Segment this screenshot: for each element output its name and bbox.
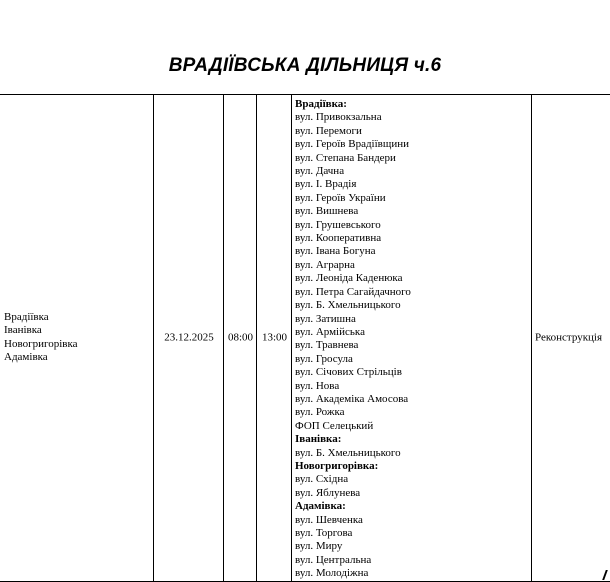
end-time-cell [256,95,292,581]
street-item: вул. Дачна [295,165,345,178]
streets-cell [291,95,532,581]
street-item: вул. Гросула [295,352,353,365]
street-item: вул. Молодіжна [295,567,369,580]
place-item: Врадіївка [4,311,49,324]
page-title: ВРАДІЇВСЬКА ДІЛЬНИЦЯ ч.6 [168,55,442,76]
street-item: вул. Шевченка [295,513,363,526]
start-time-value: 08:00 [227,331,254,344]
street-item: вул. Затишна [295,312,356,325]
street-item: вул. Івана Богуна [295,245,376,258]
street-item: вул. Армійська [295,325,365,338]
street-item: вул. Б. Хмельницького [295,299,401,312]
street-item: вул. Миру [295,540,343,553]
street-item: вул. Східна [295,473,349,486]
street-item: вул. Рожка [295,406,345,419]
place-item: Адамівка [4,351,48,364]
village-heading: Новогригорівка: [295,459,379,472]
street-item: вул. Б. Хмельницького [295,446,401,459]
street-item: вул. Січових Стрільців [295,366,402,379]
street-item: вул. Травнева [295,339,359,352]
street-item: вул. Героїв Врадіївщини [295,138,409,151]
village-heading: Іванівка: [295,433,342,446]
place-item: Іванівка [4,324,42,337]
street-item: вул. Яблунева [295,486,361,499]
street-item: вул. Академіка Амосова [295,392,409,405]
date-cell [153,95,224,581]
village-heading: Врадіївка: [295,98,347,110]
places-list [0,311,153,365]
reason-cell [531,95,610,581]
end-time-value: 13:00 [261,331,288,344]
street-item: вул. Грушевського [295,218,381,231]
street-item: вул. Привокзальна [295,111,382,124]
street-item: вул. Вишнева [295,205,359,218]
street-item: вул. Степана Бандери [295,151,396,164]
date-value: 23.12.2025 [164,331,214,344]
street-item: вул. Нова [295,379,340,392]
street-item: вул. Кооперативна [295,232,382,245]
street-item: вул. Торгова [295,527,353,539]
street-item: вул. Петра Сагайдачного [295,285,411,298]
place-item: Новогригорівка [4,338,78,350]
places-cell [0,95,153,581]
start-time-cell [223,95,257,581]
reason-value: Реконструкція [535,331,603,344]
street-item: ФОП Селецький [295,419,374,432]
street-item: вул. Героїв України [295,191,386,204]
street-item: вул. Аграрна [295,258,355,271]
village-heading: Адамівка: [295,500,346,513]
outage-table [0,94,610,582]
street-item: вул. Перемоги [295,124,362,137]
streets-list [295,98,411,581]
street-item: вул. Центральна [295,553,372,566]
street-item: вул. Леоніда Каденюка [295,272,403,285]
street-item: вул. І. Врадія [295,178,357,191]
